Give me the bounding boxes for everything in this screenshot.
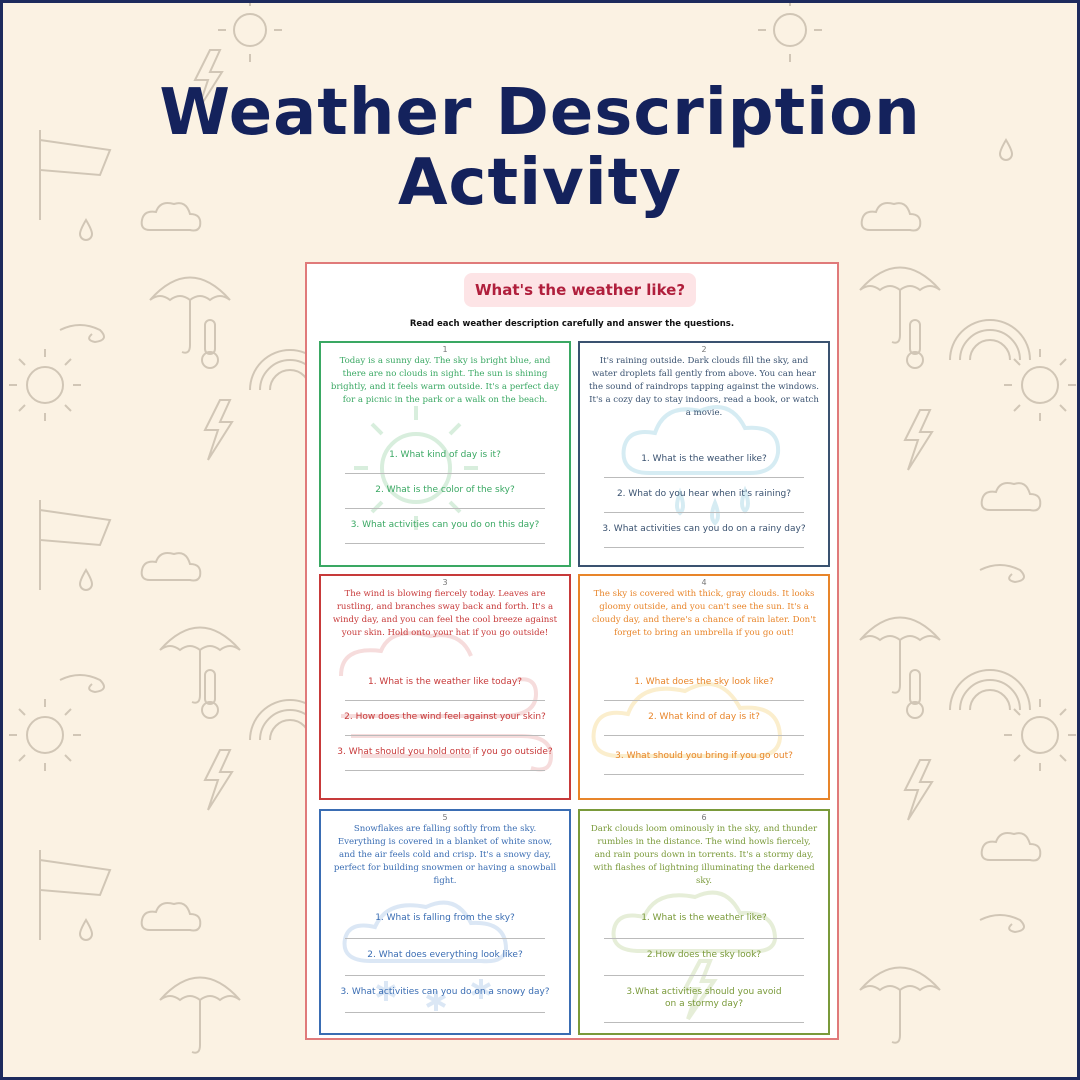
question-1: 1. What kind of day is it? bbox=[389, 450, 501, 460]
lightning-icon bbox=[205, 750, 232, 810]
lightning-icon bbox=[205, 400, 232, 460]
answer-line[interactable] bbox=[345, 700, 545, 701]
cloud-icon bbox=[982, 833, 1041, 861]
card-number: 1 bbox=[442, 345, 448, 354]
question-3: 3. What activities can you do on a snowy day? bbox=[340, 987, 550, 997]
answer-line[interactable] bbox=[604, 938, 804, 939]
lightning-icon bbox=[905, 760, 932, 820]
page-title bbox=[0, 78, 1080, 218]
answer-line[interactable] bbox=[604, 1022, 804, 1023]
raindrop-icon bbox=[80, 220, 92, 240]
sun-icon bbox=[1004, 349, 1076, 421]
umbrella-icon bbox=[160, 978, 240, 1053]
page-title-line1: Weather Description bbox=[159, 76, 921, 150]
raindrop-icon bbox=[80, 570, 92, 590]
weather-card-cloudy bbox=[578, 574, 830, 800]
swirl-icon bbox=[60, 325, 104, 342]
worksheet-title: What's the weather like? bbox=[464, 273, 696, 307]
page-title-line2: Activity bbox=[398, 146, 682, 220]
answer-line[interactable] bbox=[604, 477, 804, 478]
cloud-icon bbox=[142, 903, 201, 931]
card-description: It's raining outside. Dark clouds fill the sky, and water droplets fall gently from above. You can hear the sound of raindrops tapping against the windows. It's a cozy day to stay indoors, read a book, or watch a movie. bbox=[588, 356, 820, 418]
answer-line[interactable] bbox=[345, 473, 545, 474]
sun-icon bbox=[9, 699, 81, 771]
answer-line[interactable] bbox=[604, 975, 804, 976]
card-number: 5 bbox=[442, 813, 448, 822]
question-1: 1. What is the weather like today? bbox=[367, 677, 523, 687]
windsock-icon bbox=[40, 850, 110, 940]
sun-icon bbox=[758, 0, 822, 62]
question-2: 2. What does everything look like? bbox=[367, 950, 523, 960]
worksheet bbox=[305, 262, 839, 1040]
answer-line[interactable] bbox=[604, 547, 804, 548]
card-number: 2 bbox=[701, 345, 707, 354]
question-3: 3. What should you hold onto if you go outside? bbox=[337, 747, 553, 757]
question-1: 1. What is the weather like? bbox=[641, 913, 767, 923]
question-3: 3.What activities should you avoid on a stormy day? bbox=[626, 987, 782, 1009]
question-3: 3. What activities can you do on a rainy day? bbox=[602, 524, 806, 534]
card-description: Today is a sunny day. The sky is bright blue, and there are no clouds in sight. The sun is shining brightly, and it feels warm outside. It's a perfect day for a picnic in the park or a walk on the beach. bbox=[330, 356, 560, 405]
thermometer-icon bbox=[907, 670, 923, 718]
thermometer-icon bbox=[907, 320, 923, 368]
question-2: 2. What do you hear when it's raining? bbox=[616, 489, 792, 499]
weather-card-snowy bbox=[319, 809, 571, 1035]
answer-line[interactable] bbox=[604, 512, 804, 513]
question-1: 1. What is falling from the sky? bbox=[375, 913, 515, 923]
question-1: 1. What does the sky look like? bbox=[634, 677, 774, 687]
swirl-icon bbox=[980, 565, 1024, 582]
answer-line[interactable] bbox=[345, 1012, 545, 1013]
umbrella-icon bbox=[860, 268, 940, 343]
rainbow-icon bbox=[950, 670, 1030, 710]
swirl-icon bbox=[60, 675, 104, 692]
answer-line[interactable] bbox=[345, 938, 545, 939]
windsock-icon bbox=[40, 500, 110, 590]
thermometer-icon bbox=[202, 320, 218, 368]
card-description: The sky is covered with thick, gray clouds. It looks gloomy outside, and you can't see the sun. It's a cloudy day, and there's a chance of rain later. Don't forget to bring an umbrella if you go out! bbox=[591, 589, 817, 638]
question-3: 3. What should you bring if you go out? bbox=[615, 751, 793, 761]
answer-line[interactable] bbox=[604, 700, 804, 701]
question-1: 1. What is the weather like? bbox=[641, 454, 767, 464]
thermometer-icon bbox=[202, 670, 218, 718]
card-description: Dark clouds loom ominously in the sky, and thunder rumbles in the distance. The wind howls fiercely, and rain pours down in torrents. It's a stormy day, with flashes of lightning illuminating the darkened sky. bbox=[590, 824, 818, 886]
answer-line[interactable] bbox=[604, 774, 804, 775]
weather-card-windy bbox=[319, 574, 571, 800]
worksheet-instructions: Read each weather description carefully and answer the questions. bbox=[409, 319, 735, 329]
card-description: The wind is blowing fiercely today. Leaves are rustling, and branches sway back and forth. It's a windy day, and you can feel the cool breeze against your skin. Hold onto your hat if you go outside! bbox=[332, 589, 558, 638]
answer-line[interactable] bbox=[345, 770, 545, 771]
question-2: 2.How does the sky look? bbox=[646, 950, 762, 960]
cloud-icon bbox=[142, 553, 201, 581]
umbrella-icon bbox=[860, 618, 940, 693]
weather-card-sunny bbox=[319, 341, 571, 567]
weather-card-stormy bbox=[578, 809, 830, 1035]
card-number: 3 bbox=[442, 578, 448, 587]
sun-icon bbox=[1004, 699, 1076, 771]
answer-line[interactable] bbox=[345, 508, 545, 509]
card-number: 6 bbox=[701, 813, 707, 822]
question-3: 3. What activities can you do on this day? bbox=[350, 520, 540, 530]
answer-line[interactable] bbox=[604, 735, 804, 736]
question-2: 2. What is the color of the sky? bbox=[375, 485, 515, 495]
weather-card-rainy bbox=[578, 341, 830, 567]
question-2: 2. What kind of day is it? bbox=[648, 712, 760, 722]
raindrop-icon bbox=[80, 920, 92, 940]
umbrella-icon bbox=[150, 278, 230, 353]
question-2: 2. How does the wind feel against your skin? bbox=[344, 712, 546, 722]
umbrella-icon bbox=[160, 628, 240, 703]
umbrella-icon bbox=[860, 968, 940, 1043]
answer-line[interactable] bbox=[345, 975, 545, 976]
swirl-icon bbox=[980, 915, 1024, 932]
sun-icon bbox=[218, 0, 282, 62]
answer-line[interactable] bbox=[345, 543, 545, 544]
cloud-icon bbox=[982, 483, 1041, 511]
sun-icon bbox=[9, 349, 81, 421]
answer-line[interactable] bbox=[345, 735, 545, 736]
card-description: Snowflakes are falling softly from the sky. Everything is covered in a blanket of white snow, and the air feels cold and crisp. It's a snowy day, perfect for building snowmen or having a snowball fight. bbox=[333, 824, 557, 886]
lightning-icon bbox=[905, 410, 932, 470]
rainbow-icon bbox=[950, 320, 1030, 360]
card-number: 4 bbox=[701, 578, 707, 587]
